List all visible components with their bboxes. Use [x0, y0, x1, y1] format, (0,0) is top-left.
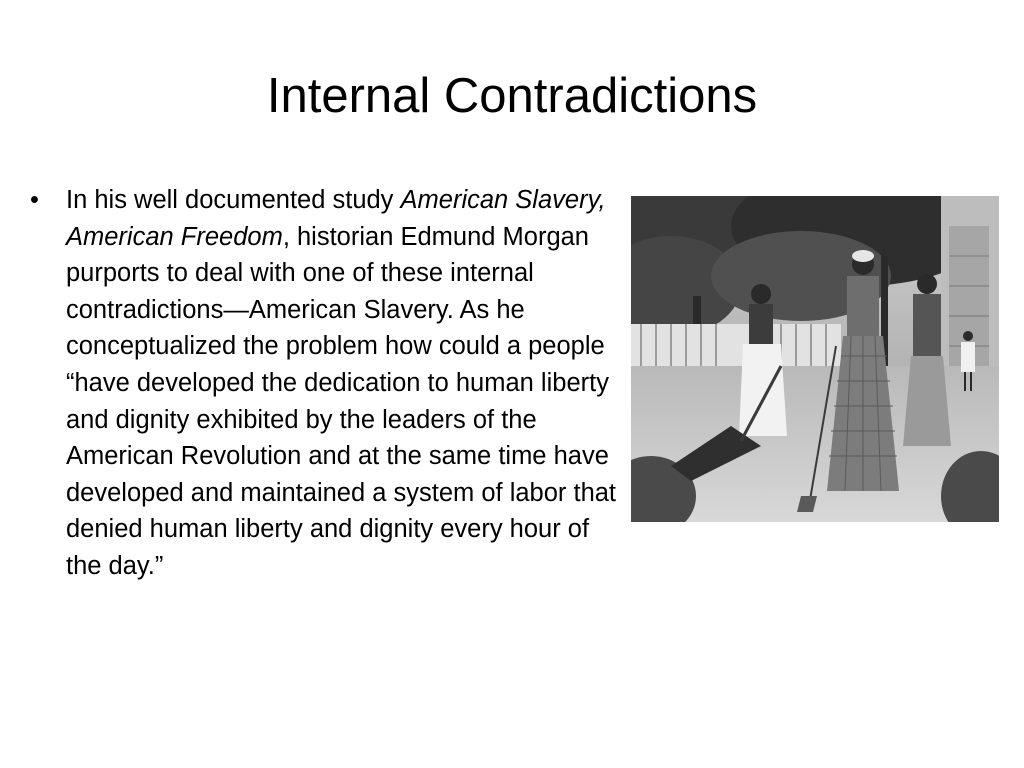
- bullet-list: [24, 182, 624, 585]
- bullet-marker: •: [30, 186, 39, 214]
- slide-title: Internal Contradictions: [266, 69, 758, 123]
- bullet-item: [24, 182, 624, 585]
- historical-photograph: [631, 196, 999, 522]
- bullet-text-run: , historian Edmund Morgan purports to deal with one of these internal contradictions—American Slavery. As he conceptualized the problem how could a people “have developed the dedication to human liberty and dignity exhibited by the leaders of the American Revolution and at the same time have developed and maintained a system of labor that denied human liberty and dignity every hour of the day.”: [66, 222, 617, 580]
- bullet-text-run: In his well documented study: [66, 186, 401, 214]
- book-title-italic: American Slavery, American Freedom: [66, 186, 606, 251]
